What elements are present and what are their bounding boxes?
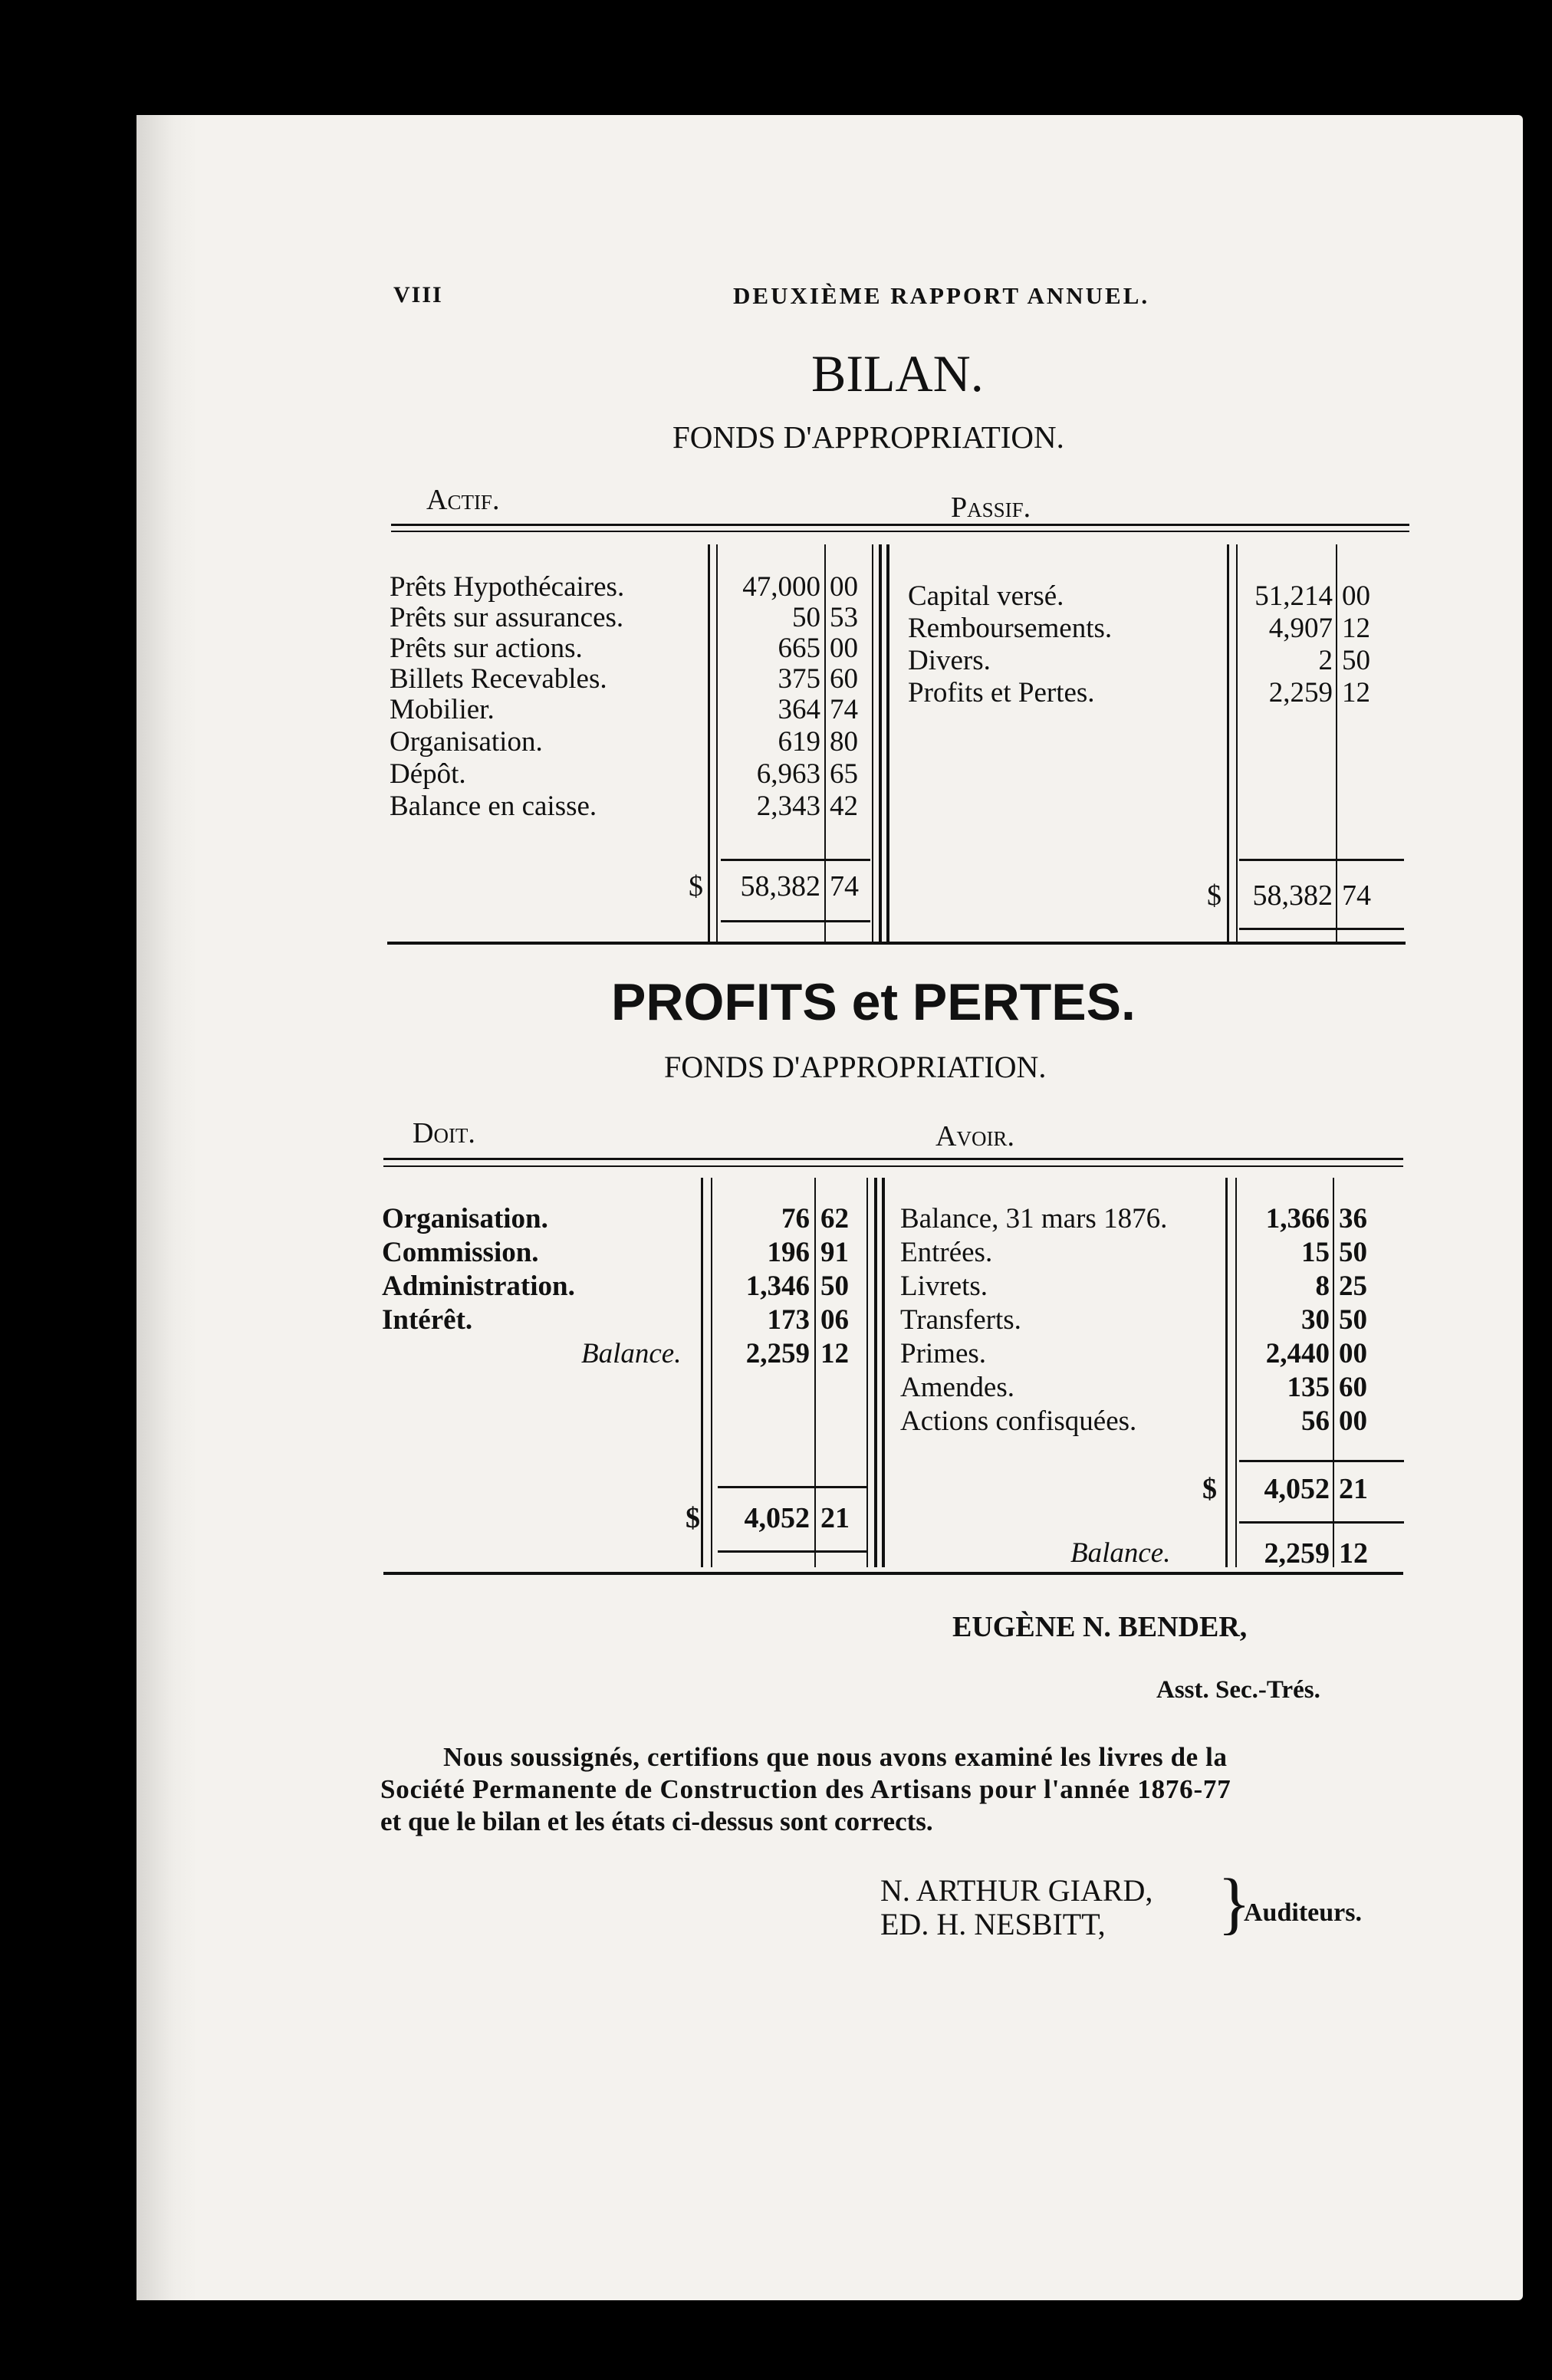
bilan-bottom-rule <box>387 942 1406 945</box>
profits-vrule <box>711 1178 712 1567</box>
entry-cents: 80 <box>830 726 858 758</box>
entry-label: Remboursements. <box>908 613 1113 644</box>
bilan-vrule <box>824 544 826 943</box>
dollar-sign: $ <box>1202 1473 1217 1505</box>
balance-dollars: 2,259 <box>1264 1537 1330 1570</box>
total-cents: 74 <box>830 870 859 902</box>
entry-label: Prêts sur actions. <box>390 633 583 664</box>
list-item <box>900 1270 988 1303</box>
total-dollars: 58,382 <box>740 870 820 902</box>
entry-dollars: 135 <box>1287 1372 1330 1403</box>
entry-label: Entrées. <box>900 1237 993 1268</box>
entry-label: Organisation. <box>390 726 543 758</box>
entry-dollars: 15 <box>1301 1237 1330 1268</box>
entry-cents: 53 <box>830 602 858 633</box>
entry-cents: 60 <box>830 663 858 695</box>
page-number: VIII <box>393 282 443 307</box>
list-item <box>382 1303 472 1336</box>
entry-label: Organisation. <box>382 1203 548 1234</box>
entry-cents: 62 <box>820 1203 849 1234</box>
list-item <box>900 1303 1021 1336</box>
list-item <box>900 1405 1136 1438</box>
page-edge-shadow <box>136 115 198 2300</box>
entry-dollars: 8 <box>1315 1271 1330 1302</box>
entry-dollars: 364 <box>778 694 820 725</box>
entry-cents: 50 <box>820 1271 849 1302</box>
entry-label: Administration. <box>382 1271 575 1302</box>
entry-dollars: 375 <box>778 663 820 695</box>
entry-cents: 42 <box>830 791 858 822</box>
profits-top-rule-2 <box>383 1165 1403 1167</box>
entry-label: Mobilier. <box>390 694 495 725</box>
entry-cents: 60 <box>1339 1372 1367 1403</box>
passif-heading: Passif. <box>951 491 1031 524</box>
entry-dollars: 56 <box>1301 1405 1330 1437</box>
total-dollars: 58,382 <box>1252 879 1333 912</box>
entry-dollars: 2,440 <box>1265 1338 1330 1369</box>
auditor-name: N. ARTHUR GIARD, <box>880 1873 1153 1908</box>
profits-vrule <box>1235 1178 1237 1567</box>
list-item <box>390 790 597 823</box>
list-item <box>390 758 466 791</box>
balance-label: Balance. <box>1070 1537 1171 1569</box>
total-cents: 21 <box>820 1502 850 1534</box>
entry-dollars: 47,000 <box>742 571 820 603</box>
list-item <box>382 1270 575 1303</box>
entry-cents: 12 <box>820 1338 849 1369</box>
entry-label: Balance en caisse. <box>390 791 597 822</box>
subtotal-rule <box>1239 1460 1404 1462</box>
list-item <box>581 1337 681 1370</box>
profits-subtitle: FONDS D'APPROPRIATION. <box>664 1050 1047 1084</box>
entry-label: Intérêt. <box>382 1304 473 1336</box>
list-item <box>908 580 1064 613</box>
entry-cents: 50 <box>1342 645 1370 676</box>
list-item <box>900 1337 986 1370</box>
actif-heading: Actif. <box>426 484 500 516</box>
entry-label: Billets Recevables. <box>390 663 607 695</box>
bilan-vrule <box>1336 544 1337 943</box>
profits-vrule <box>866 1178 868 1567</box>
certification-line-3: et que le bilan et les états ci-dessus sont corrects. <box>380 1806 933 1836</box>
entry-label: Primes. <box>900 1338 987 1369</box>
profits-vrule <box>874 1178 877 1567</box>
entry-cents: 06 <box>820 1304 849 1336</box>
subtotal-rule <box>1239 1521 1404 1524</box>
signatory-title: Asst. Sec.-Trés. <box>1156 1676 1320 1704</box>
running-title: DEUXIÈME RAPPORT ANNUEL. <box>733 282 1150 309</box>
list-item <box>908 676 1095 709</box>
entry-cents: 00 <box>830 571 858 603</box>
entry-dollars: 6,963 <box>756 758 820 790</box>
entry-label: Dépôt. <box>390 758 466 790</box>
entry-label: Balance. <box>581 1338 682 1369</box>
total-cents: 21 <box>1339 1473 1368 1505</box>
entry-dollars: 50 <box>792 602 820 633</box>
list-item <box>390 725 543 758</box>
doit-heading: Doit. <box>413 1117 475 1149</box>
entry-dollars: 1,346 <box>745 1271 810 1302</box>
entry-cents: 36 <box>1339 1203 1367 1234</box>
entry-cents: 50 <box>1339 1304 1367 1336</box>
entry-dollars: 51,214 <box>1254 580 1333 612</box>
entry-cents: 12 <box>1342 613 1370 644</box>
entry-label: Profits et Pertes. <box>908 677 1095 708</box>
certification-line-2: Société Permanente de Construction des Artisans pour l'année 1876-77 <box>380 1774 1231 1804</box>
entry-cents: 65 <box>830 758 858 790</box>
bilan-top-rule-2 <box>391 531 1409 532</box>
total-dollars: 4,052 <box>744 1502 810 1534</box>
auditors-label: Auditeurs. <box>1244 1898 1362 1927</box>
entry-dollars: 2,343 <box>756 791 820 822</box>
entry-dollars: 2 <box>1318 645 1333 676</box>
entry-cents: 00 <box>1342 580 1370 612</box>
entry-cents: 25 <box>1339 1271 1367 1302</box>
total-dollars: 4,052 <box>1264 1473 1330 1505</box>
profits-vrule <box>1225 1178 1228 1567</box>
bilan-vrule <box>886 544 889 943</box>
profits-vrule <box>882 1178 885 1567</box>
entry-label: Amendes. <box>900 1372 1014 1403</box>
list-item <box>908 612 1112 645</box>
entry-label: Prêts sur assurances. <box>390 602 624 633</box>
profits-vrule <box>701 1178 703 1567</box>
dollar-sign: $ <box>686 1502 700 1534</box>
total-cents: 74 <box>1342 879 1371 912</box>
list-item <box>390 570 624 603</box>
entry-dollars: 173 <box>767 1304 810 1336</box>
entry-label: Divers. <box>908 645 991 676</box>
list-item <box>900 1202 1167 1235</box>
entry-cents: 00 <box>830 633 858 664</box>
profits-bottom-rule <box>383 1572 1403 1575</box>
list-item <box>390 601 623 634</box>
bilan-vrule <box>872 544 873 943</box>
entry-dollars: 1,366 <box>1265 1203 1330 1234</box>
entry-cents: 74 <box>830 694 858 725</box>
entry-label: Commission. <box>382 1237 539 1268</box>
bilan-vrule <box>716 544 718 943</box>
entry-cents: 00 <box>1339 1338 1367 1369</box>
entry-cents: 50 <box>1339 1237 1367 1268</box>
dollar-sign: $ <box>689 870 703 902</box>
certification-line-1: Nous soussignés, certifions que nous avons examiné les livres de la <box>443 1742 1228 1772</box>
list-item <box>900 1371 1014 1404</box>
list-item <box>908 644 991 677</box>
subtotal-rule <box>721 920 870 922</box>
entry-label: Balance, 31 mars 1876. <box>900 1203 1168 1234</box>
subtotal-rule <box>718 1486 867 1488</box>
entry-label: Prêts Hypothécaires. <box>390 571 625 603</box>
entry-dollars: 2,259 <box>745 1338 810 1369</box>
entry-dollars: 30 <box>1301 1304 1330 1336</box>
bilan-subtitle: FONDS D'APPROPRIATION. <box>672 419 1064 455</box>
entry-dollars: 196 <box>767 1237 810 1268</box>
profits-top-rule <box>383 1158 1403 1160</box>
auditor-name: ED. H. NESBITT, <box>880 1907 1106 1941</box>
subtotal-rule <box>718 1550 867 1553</box>
list-item <box>390 662 607 695</box>
subtotal-rule <box>1239 928 1404 930</box>
bilan-vrule <box>1236 544 1238 943</box>
entry-dollars: 76 <box>781 1203 810 1234</box>
list-item <box>390 693 495 726</box>
entry-cents: 91 <box>820 1237 849 1268</box>
list-item <box>382 1202 548 1235</box>
entry-dollars: 619 <box>778 726 820 758</box>
entry-cents: 00 <box>1339 1405 1367 1437</box>
profits-vrule <box>1333 1178 1334 1567</box>
entry-label: Transferts. <box>900 1304 1021 1336</box>
brace-icon: } <box>1218 1866 1251 1941</box>
bilan-vrule <box>1227 544 1229 943</box>
signatory-name: EUGÈNE N. BENDER, <box>952 1611 1248 1643</box>
subtotal-rule <box>721 859 870 861</box>
entry-label: Capital versé. <box>908 580 1064 612</box>
profits-vrule <box>814 1178 816 1567</box>
entry-dollars: 665 <box>778 633 820 664</box>
entry-dollars: 4,907 <box>1268 613 1333 644</box>
bilan-vrule <box>708 544 710 943</box>
list-item <box>390 632 583 665</box>
bilan-vrule <box>879 544 882 943</box>
balance-cents: 12 <box>1339 1537 1368 1570</box>
entry-dollars: 2,259 <box>1268 677 1333 708</box>
subtotal-rule <box>1239 859 1404 861</box>
list-item <box>900 1236 992 1269</box>
list-item <box>382 1236 539 1269</box>
dollar-sign: $ <box>1207 879 1222 912</box>
profits-title: PROFITS et PERTES. <box>611 973 1136 1031</box>
bilan-top-rule <box>391 524 1409 526</box>
entry-label: Livrets. <box>900 1271 988 1302</box>
entry-cents: 12 <box>1342 677 1370 708</box>
entry-label: Actions confisquées. <box>900 1405 1137 1437</box>
bilan-title: BILAN. <box>811 344 984 403</box>
avoir-heading: Avoir. <box>935 1120 1014 1152</box>
